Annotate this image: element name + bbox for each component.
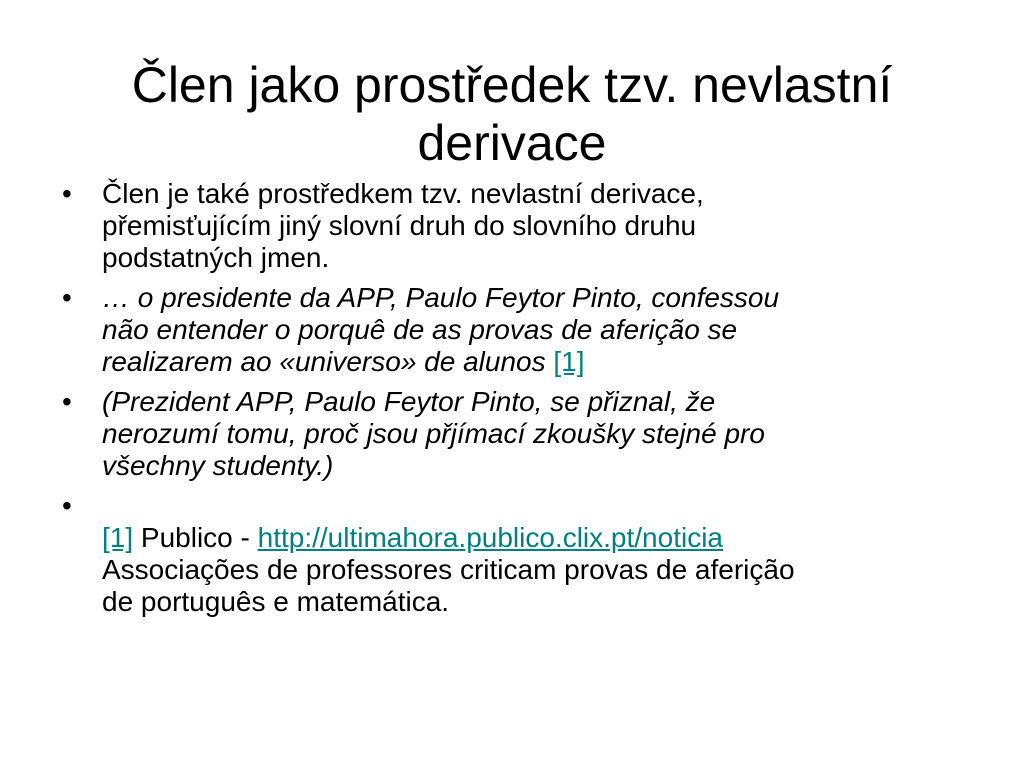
bullet-item-4 (58, 490, 958, 618)
bullet-1-line-1: Člen je také prostředkem tzv. nevlastní derivace, (102, 178, 704, 209)
footnote-source-line (102, 522, 958, 554)
footnote-source-prefix: Publico - (133, 522, 258, 553)
title-line-2: derivace (417, 114, 607, 171)
bullet-icon: • (62, 178, 72, 209)
bullet-item-3 (58, 386, 958, 482)
bullet-list (58, 178, 958, 626)
bullet-item-2 (58, 282, 958, 378)
bullet-icon: • (62, 282, 72, 313)
bullet-2-line-1: … o presidente da APP, Paulo Feytor Pinto, confessou (102, 282, 780, 313)
footnote-anchor-link[interactable]: [1] (102, 522, 134, 553)
slide-title (40, 56, 984, 172)
bullet-1-line-3: podstatných jmen. (102, 242, 330, 273)
bullet-2-line-3-text: realizarem ao «universo» de alunos (102, 346, 546, 377)
footnote-line-3: de português e matemática. (102, 586, 450, 617)
title-line-1: Člen jako prostředek tzv. nevlastní (131, 56, 893, 113)
bullet-4-empty-line (102, 490, 958, 522)
bullet-3-line-3: všechny studenty.) (102, 450, 334, 481)
bullet-3-line-2: nerozumí tomu, proč jsou přjímací zkoušky stejné pro (102, 418, 765, 449)
bullet-2-line-3 (102, 346, 958, 378)
bullet-2-line-2: não entender o porquê de as provas de aferição se (102, 314, 738, 345)
bullet-3-line-1: (Prezident APP, Paulo Feytor Pinto, se přiznal, že (102, 386, 716, 417)
bullet-icon: • (62, 386, 72, 417)
footnote-line-2: Associações de professores criticam provas de aferição (102, 554, 795, 585)
bullet-1-line-2: přemisťujícím jiný slovní druh do slovního druhu (102, 210, 697, 241)
footnote-url-link[interactable]: http://ultimahora.publico.clix.pt/noticia (257, 522, 723, 553)
bullet-item-1 (58, 178, 958, 274)
footnote-ref-link[interactable]: [1] (553, 346, 585, 377)
bullet-icon: • (62, 490, 72, 521)
